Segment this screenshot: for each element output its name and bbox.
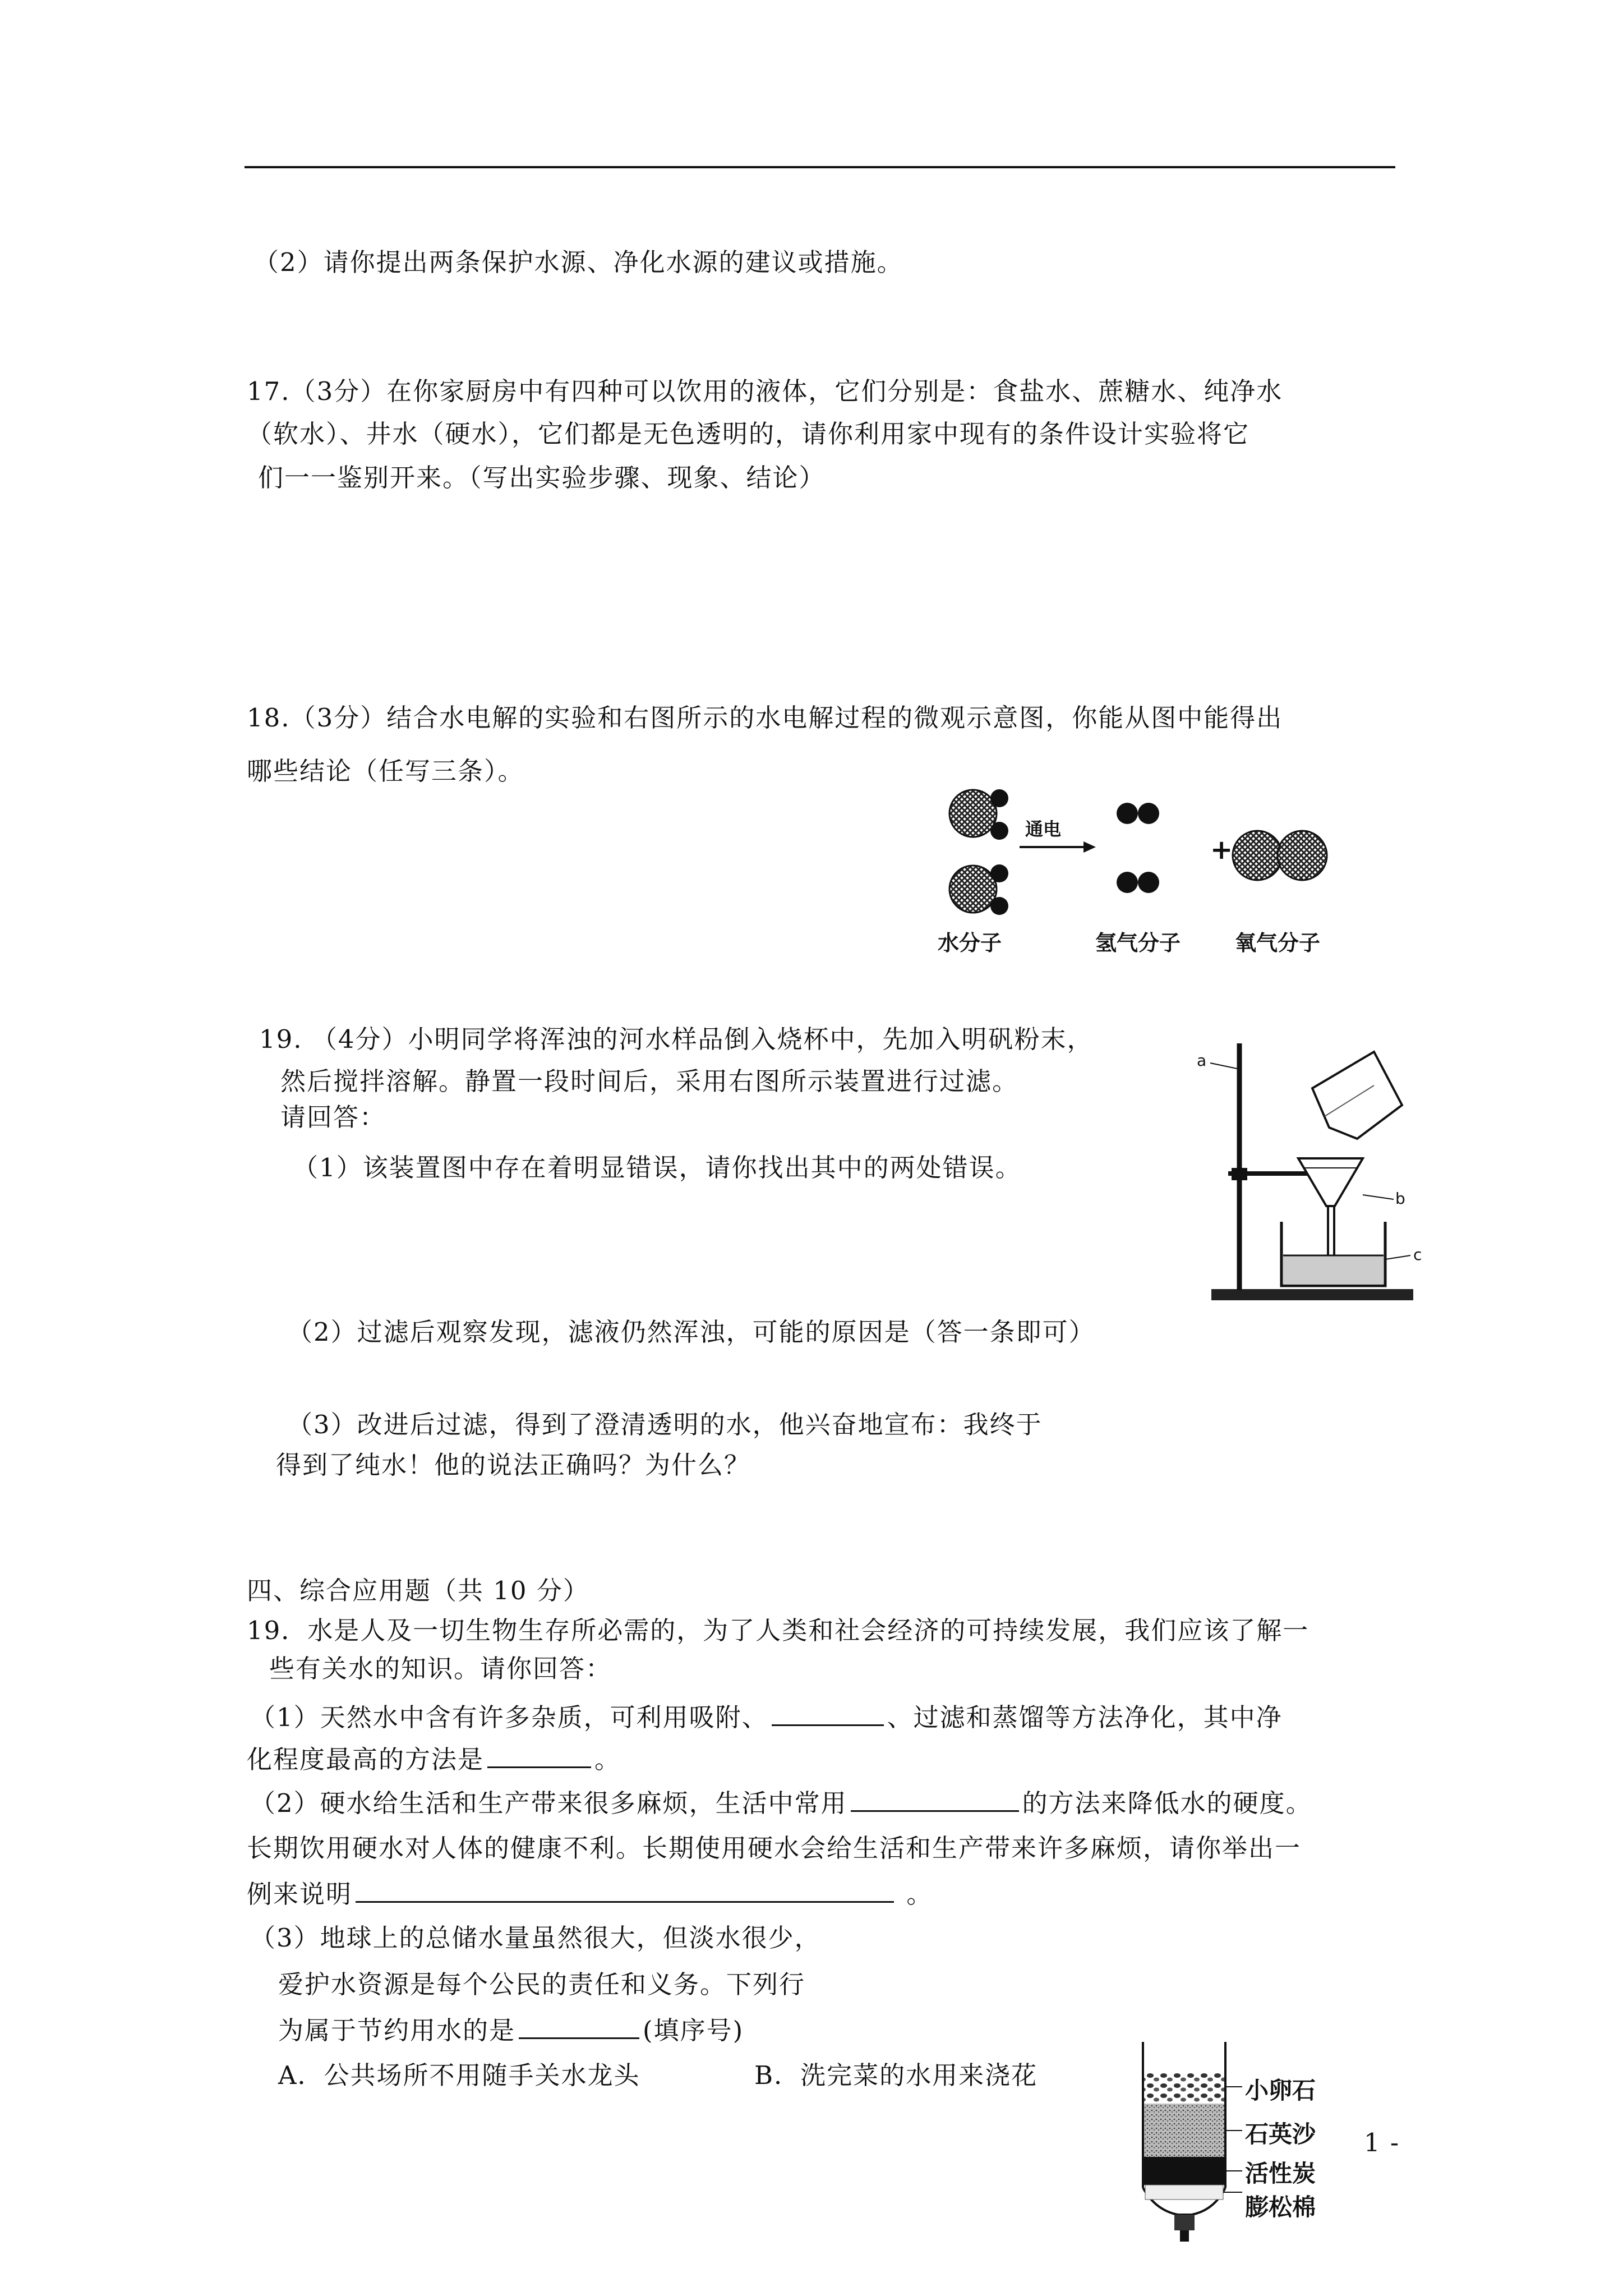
s4-p1-text-a: （1）天然水中含有许多杂质，可利用吸附、 bbox=[250, 1703, 768, 1732]
page-number: 1 - bbox=[1364, 2128, 1400, 2157]
s4-part2-line2: 长期饮用硬水对人体的健康不利。长期使用硬水会给生活和生产带来许多麻烦，请你举出一 bbox=[247, 1833, 1302, 1863]
water-purifier-diagram bbox=[1133, 2042, 1380, 2255]
filtration-diagram bbox=[1178, 1021, 1436, 1313]
water-molecule-label: 水分子 bbox=[938, 931, 1002, 955]
oxygen-molecule bbox=[1233, 831, 1327, 880]
layer-activated-carbon-label: 活性炭 bbox=[1245, 2160, 1316, 2187]
filtration-svg bbox=[1178, 1021, 1436, 1313]
s4-p1-text-c: 化程度最高的方法是 bbox=[247, 1745, 485, 1774]
s4-p2-text-b: 的方法来降低水的硬度。 bbox=[1022, 1788, 1312, 1818]
blank-p1-1[interactable] bbox=[772, 1700, 884, 1726]
s4-part3-line3 bbox=[278, 2013, 744, 2047]
electrolysis-diagram bbox=[937, 777, 1352, 962]
q17-line3: 们一一鉴别开来。（写出实验步骤、现象、结论） bbox=[258, 463, 826, 493]
hydrogen-molecule-label: 氢气分子 bbox=[1095, 931, 1181, 955]
q18-line2: 哪些结论（任写三条）。 bbox=[247, 756, 524, 786]
q17-line2: （软水）、井水（硬水），它们都是无色透明的，请你利用家中现有的条件设计实验将它 bbox=[247, 419, 1250, 449]
s4-part1-line2 bbox=[247, 1742, 621, 1777]
header-rule bbox=[245, 166, 1395, 168]
option-b: B．洗完菜的水用来浇花 bbox=[754, 2060, 1038, 2090]
s4-p1-text-d: 。 bbox=[594, 1745, 621, 1774]
plus-sign: + bbox=[1210, 834, 1233, 866]
q18-line1: 18.（3分）结合水电解的实验和右图所示的水电解过程的微观示意图，你能从图中能得出 bbox=[247, 703, 1283, 733]
blank-p1-2[interactable] bbox=[487, 1742, 591, 1768]
q17-line1: 17.（3分）在你家厨房中有四种可以饮用的液体，它们分别是：食盐水、蔗糖水、纯净水 bbox=[247, 376, 1283, 406]
blank-p2-2[interactable] bbox=[356, 1876, 894, 1903]
water-molecule-bottom bbox=[949, 864, 1008, 915]
section4-heading: 四、综合应用题（共 10 分） bbox=[247, 1576, 589, 1605]
q19-sub1: （1）该装置图中存在着明显错误，请你找出其中的两处错误。 bbox=[293, 1153, 1022, 1182]
s4-part1-line1 bbox=[250, 1700, 1283, 1734]
label-c: c bbox=[1413, 1245, 1422, 1264]
s4-p3-text-d: (填序号) bbox=[643, 2016, 744, 2045]
s4-part2-line1 bbox=[250, 1786, 1312, 1820]
q16-part2: （2）请你提出两条保护水源、净化水源的建议或措施。 bbox=[253, 247, 903, 277]
layer-cotton-label: 膨松棉 bbox=[1245, 2193, 1316, 2221]
blank-p2-1[interactable] bbox=[851, 1786, 1019, 1812]
s4-p1-text-b: 、过滤和蒸馏等方法净化，其中净 bbox=[887, 1703, 1283, 1732]
hydrogen-molecule-top bbox=[1117, 803, 1159, 824]
s4-q-line1: 19．水是人及一切生物生存所必需的，为了人类和社会经济的可持续发展，我们应该了解一 bbox=[247, 1616, 1310, 1645]
q19-sub3-line2: 得到了纯水！他的说法正确吗？为什么？ bbox=[276, 1450, 751, 1480]
s4-p2-text-a: （2）硬水给生活和生产带来很多麻烦，生活中常用 bbox=[250, 1788, 847, 1818]
s4-p3-text-c: 为属于节约用水的是 bbox=[278, 2016, 516, 2045]
q19-line1: 19. （4分）小明同学将浑浊的河水样品倒入烧杯中，先加入明矾粉末， bbox=[259, 1024, 1094, 1054]
s4-p2-text-e: 。 bbox=[897, 1879, 933, 1909]
layer-quartz-sand-label: 石英沙 bbox=[1245, 2120, 1316, 2148]
label-b: b bbox=[1395, 1189, 1405, 1208]
hydrogen-molecule-bottom bbox=[1117, 872, 1159, 893]
q19-sub2: （2）过滤后观察发现，滤液仍然浑浊，可能的原因是（答一条即可） bbox=[287, 1317, 1095, 1347]
arrow-label: 通电 bbox=[1025, 818, 1062, 840]
oxygen-molecule-label: 氧气分子 bbox=[1235, 931, 1321, 955]
layer-pebbles-label: 小卵石 bbox=[1245, 2077, 1316, 2104]
water-molecule-top bbox=[949, 789, 1008, 840]
label-a: a bbox=[1197, 1051, 1207, 1070]
s4-part3-line1: （3）地球上的总储水量虽然很大，但淡水很少， bbox=[250, 1923, 821, 1953]
q19-line2: 然后搅拌溶解。静置一段时间后，采用右图所示装置进行过滤。 bbox=[280, 1066, 1019, 1096]
s4-q-line2: 些有关水的知识。请你回答： bbox=[269, 1654, 612, 1683]
option-a: A．公共场所不用随手关水龙头 bbox=[278, 2060, 640, 2090]
s4-p2-text-d: 例来说明 bbox=[247, 1879, 353, 1909]
blank-p3[interactable] bbox=[519, 2013, 639, 2039]
s4-part3-line2: 爱护水资源是每个公民的责任和义务。下列行 bbox=[278, 1970, 806, 1999]
q19-line3: 请回答： bbox=[280, 1102, 386, 1132]
s4-part2-line3 bbox=[247, 1876, 933, 1911]
q19-sub3-line1: （3）改进后过滤，得到了澄清透明的水，他兴奋地宣布：我终于 bbox=[287, 1410, 1043, 1439]
